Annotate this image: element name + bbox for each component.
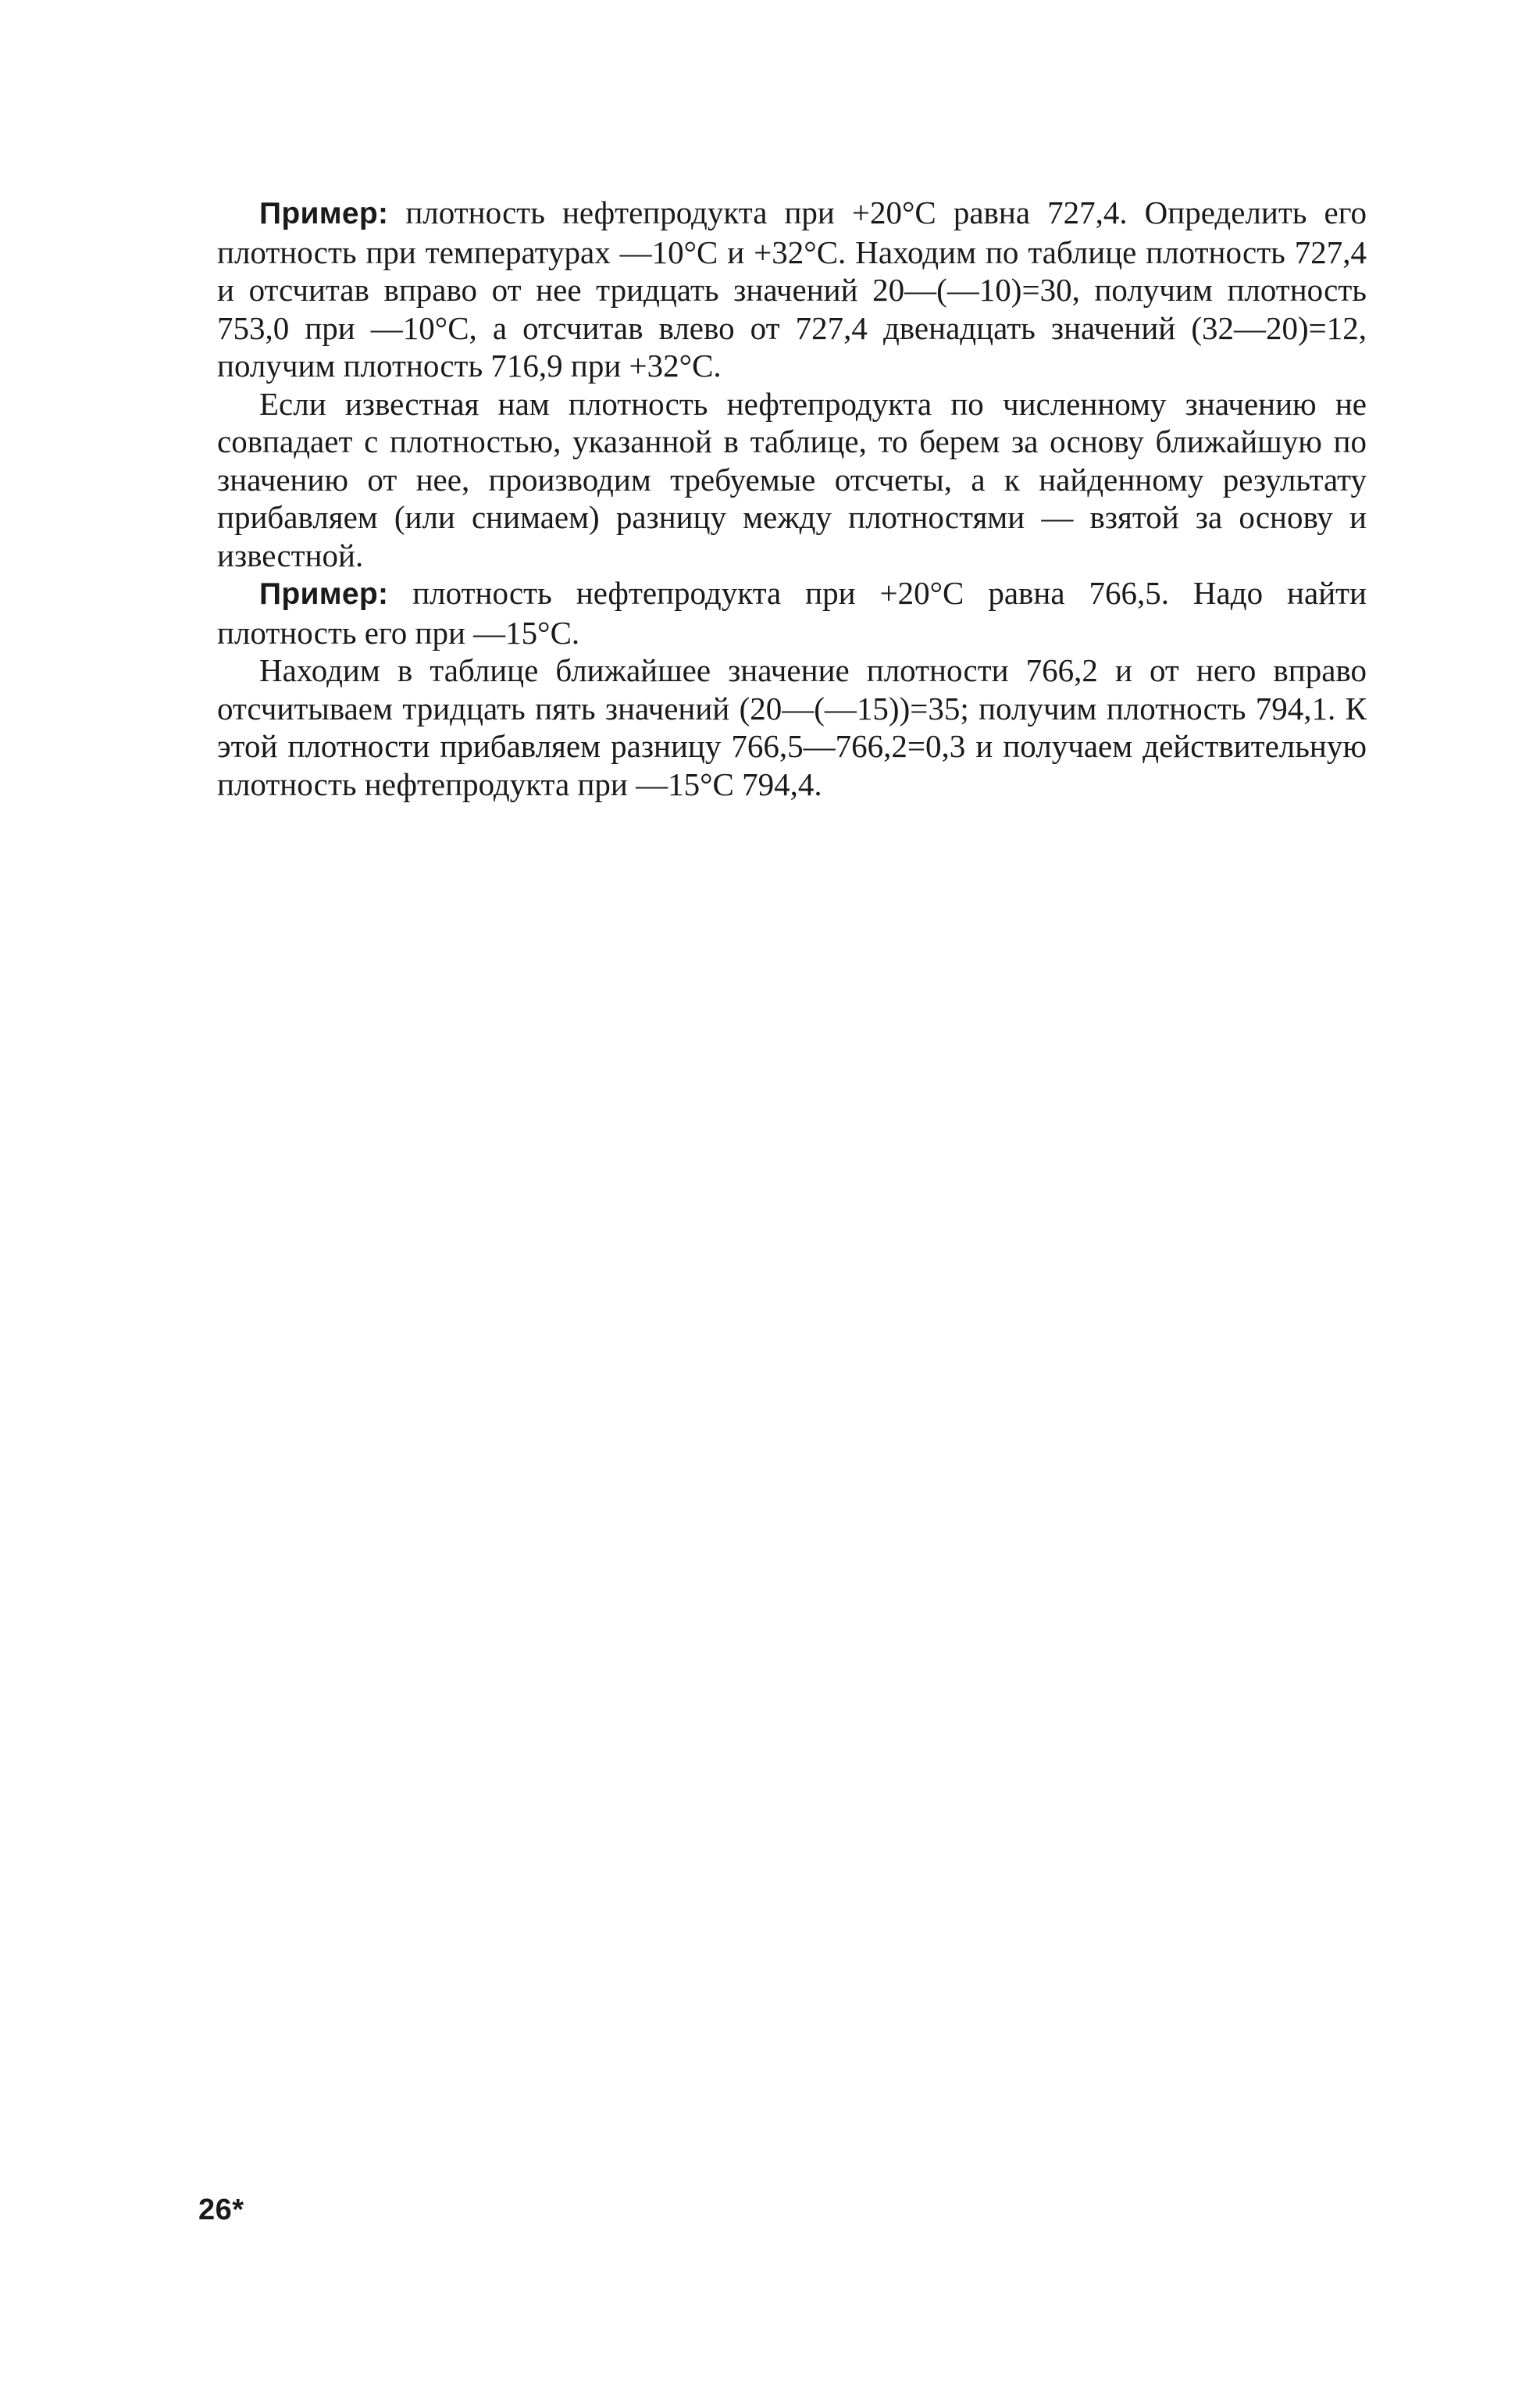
example-lead: Пример: <box>259 197 389 230</box>
page-number: 26* <box>198 2194 244 2226</box>
example-lead: Пример: <box>259 577 389 611</box>
body-text <box>217 194 1367 803</box>
paragraph-text: плотность нефтепродукта при +20°С равна 727,4. Определить его плотность при температурах —10°С и +32°С. Находим по таблице плотность 727,4 и отсчитав вправо от нее тридцать значений 20—(—10)=30, получим плотность 753,0 при —10°С, а отсчитав влево от 727,4 двенадцать значений (32—20)=12, получим плотность 716,9 при +32°С. <box>217 195 1367 384</box>
paragraph-example-1 <box>217 194 1367 385</box>
paragraph-example-2 <box>217 574 1367 652</box>
paragraph-text: плотность нефтепродукта при +20°С равна 766,5. Надо найти плотность его при —15°С. <box>217 575 1367 651</box>
paragraph-text: Находим в таблице ближайшее значение плотности 766,2 и от него вправо отсчитываем тридцать пять значений (20—(—15))=35; получим плотность 794,1. К этой плотности прибавляем разницу 766,5—766,2=0,3 и получаем действительную плотность нефтепродукта при —15°С 794,4. <box>217 652 1367 802</box>
paragraph-solution <box>217 652 1367 803</box>
paragraph-text: Если известная нам плотность нефтепродукта по численному значению не совпадает с плотностью, указанной в таблице, то берем за основу ближайшую по значению от нее, производим требуемые отсчеты, а к найденному результату прибавляем (или снимаем) разницу между плотностями — взятой за основу и известной. <box>217 385 1367 573</box>
paragraph-rule <box>217 385 1367 575</box>
